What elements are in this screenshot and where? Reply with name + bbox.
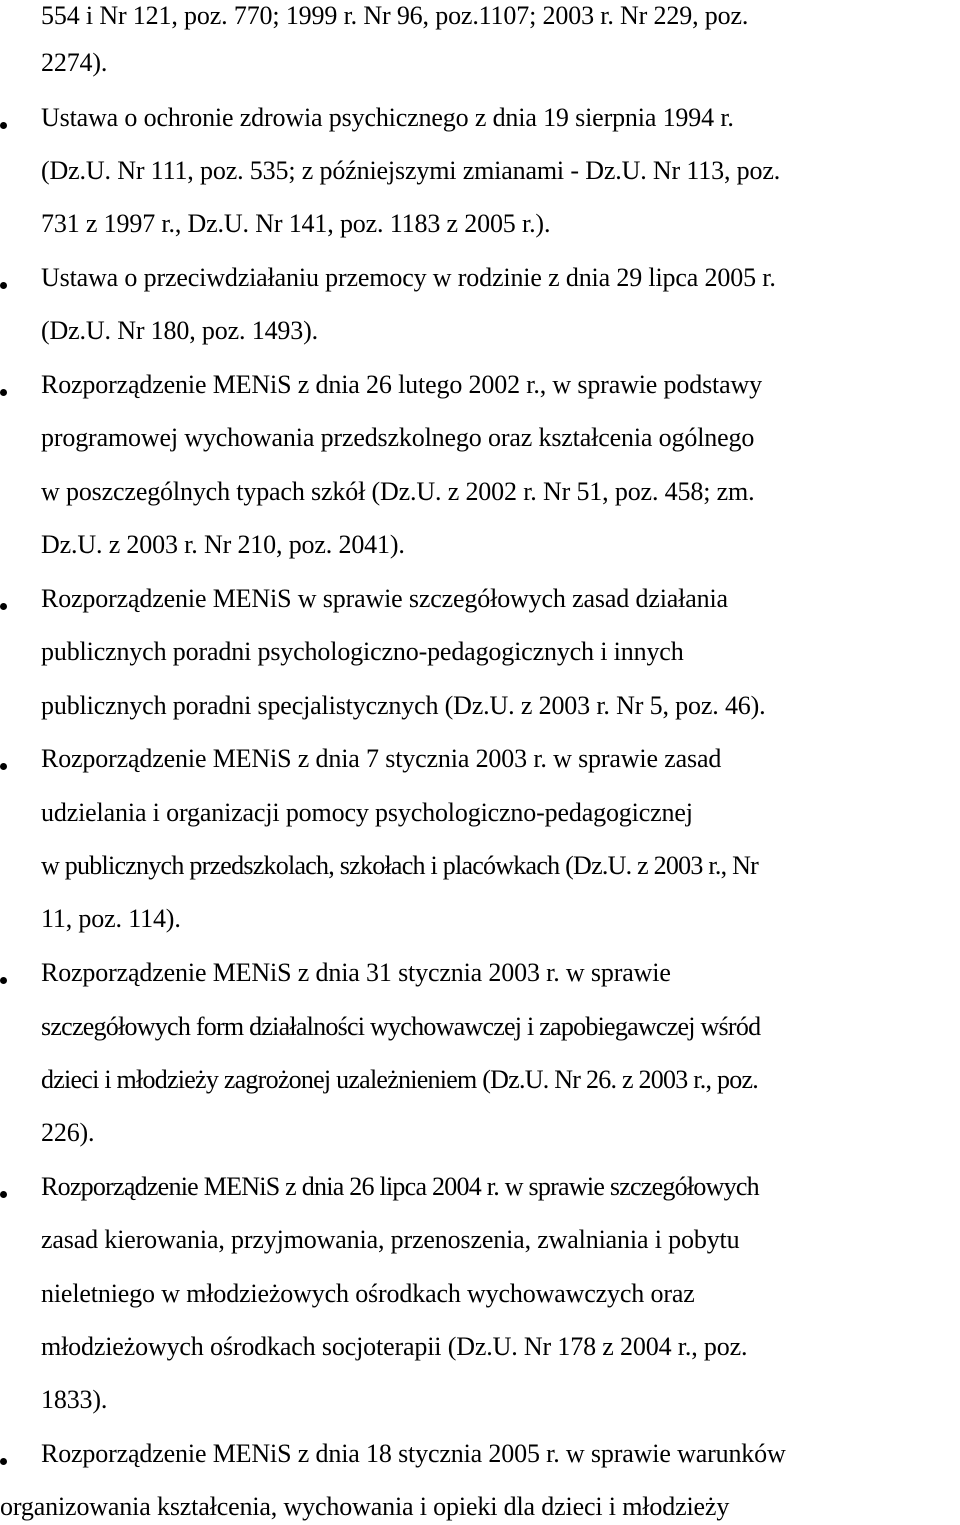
list-item-line: w publicznych przedszkolach, szkołach i placówkach (Dz.U. z 2003 r., Nr — [41, 851, 759, 880]
list-item-line: Rozporządzenie MENiS z dnia 26 lutego 2002 r., w sprawie podstawy — [41, 370, 762, 399]
list-item-line: nieletniego w młodzieżowych ośrodkach wychowawczych oraz — [41, 1279, 695, 1308]
list-item-line: (Dz.U. Nr 111, poz. 535; z późniejszymi zmianami - Dz.U. Nr 113, poz. — [41, 156, 781, 185]
continuation-line: 2274). — [41, 48, 108, 77]
list-item-line: młodzieżowych ośrodkach socjoterapii (Dz.U. Nr 178 z 2004 r., poz. — [41, 1332, 748, 1361]
list-item-line: publicznych poradni specjalistycznych (Dz.U. z 2003 r. Nr 5, poz. 46). — [41, 691, 766, 720]
bullet-icon — [0, 1458, 7, 1465]
list-item-line: zasad kierowania, przyjmowania, przenoszenia, zwalniania i pobytu — [41, 1225, 740, 1254]
continuation-line: 554 i Nr 121, poz. 770; 1999 r. Nr 96, poz.1107; 2003 r. Nr 229, poz. — [41, 1, 749, 30]
list-item-line: 11, poz. 114). — [41, 904, 181, 933]
list-item-line: Ustawa o przeciwdziałaniu przemocy w rodzinie z dnia 29 lipca 2005 r. — [41, 263, 776, 292]
list-item-line: Rozporządzenie MENiS w sprawie szczegółowych zasad działania — [41, 584, 728, 613]
list-item-line: udzielania i organizacji pomocy psychologiczno-pedagogicznej — [41, 798, 693, 827]
list-item-line: szczegółowych form działalności wychowawczej i zapobiegawczej wśród — [41, 1012, 761, 1041]
list-item-line: 1833). — [41, 1385, 108, 1414]
bullet-icon — [0, 389, 7, 396]
bullet-icon — [0, 763, 7, 770]
bullet-icon — [0, 282, 7, 289]
list-item-line: Rozporządzenie MENiS z dnia 7 stycznia 2003 r. w sprawie zasad — [41, 744, 722, 773]
bullet-icon — [0, 1191, 7, 1198]
list-item-line: Rozporządzenie MENiS z dnia 31 stycznia 2003 r. w sprawie — [41, 958, 671, 987]
list-item-line: programowej wychowania przedszkolnego oraz kształcenia ogólnego — [41, 423, 755, 452]
list-item-line: 226). — [41, 1118, 95, 1147]
list-item-line: (Dz.U. Nr 180, poz. 1493). — [41, 316, 318, 345]
bullet-icon — [0, 977, 7, 984]
list-item-line: publicznych poradni psychologiczno-pedagogicznych i innych — [41, 637, 684, 666]
bullet-icon — [0, 603, 7, 610]
list-item-line: Rozporządzenie MENiS z dnia 18 stycznia 2005 r. w sprawie warunków — [41, 1439, 786, 1468]
list-item-line: Dz.U. z 2003 r. Nr 210, poz. 2041). — [41, 530, 405, 559]
list-item-line: dzieci i młodzieży zagrożonej uzależnieniem (Dz.U. Nr 26. z 2003 r., poz. — [41, 1065, 758, 1094]
bullet-icon — [0, 122, 7, 129]
list-item-line: w poszczególnych typach szkół (Dz.U. z 2002 r. Nr 51, poz. 458; zm. — [41, 477, 755, 506]
list-item-line: Rozporządzenie MENiS z dnia 26 lipca 2004 r. w sprawie szczegółowych — [41, 1172, 759, 1201]
list-item-line: Ustawa o ochronie zdrowia psychicznego z dnia 19 sierpnia 1994 r. — [41, 103, 734, 132]
list-item-line: organizowania kształcenia, wychowania i opieki dla dzieci i młodzieży — [0, 1492, 730, 1521]
list-item-line: 731 z 1997 r., Dz.U. Nr 141, poz. 1183 z 2005 r.). — [41, 209, 551, 238]
